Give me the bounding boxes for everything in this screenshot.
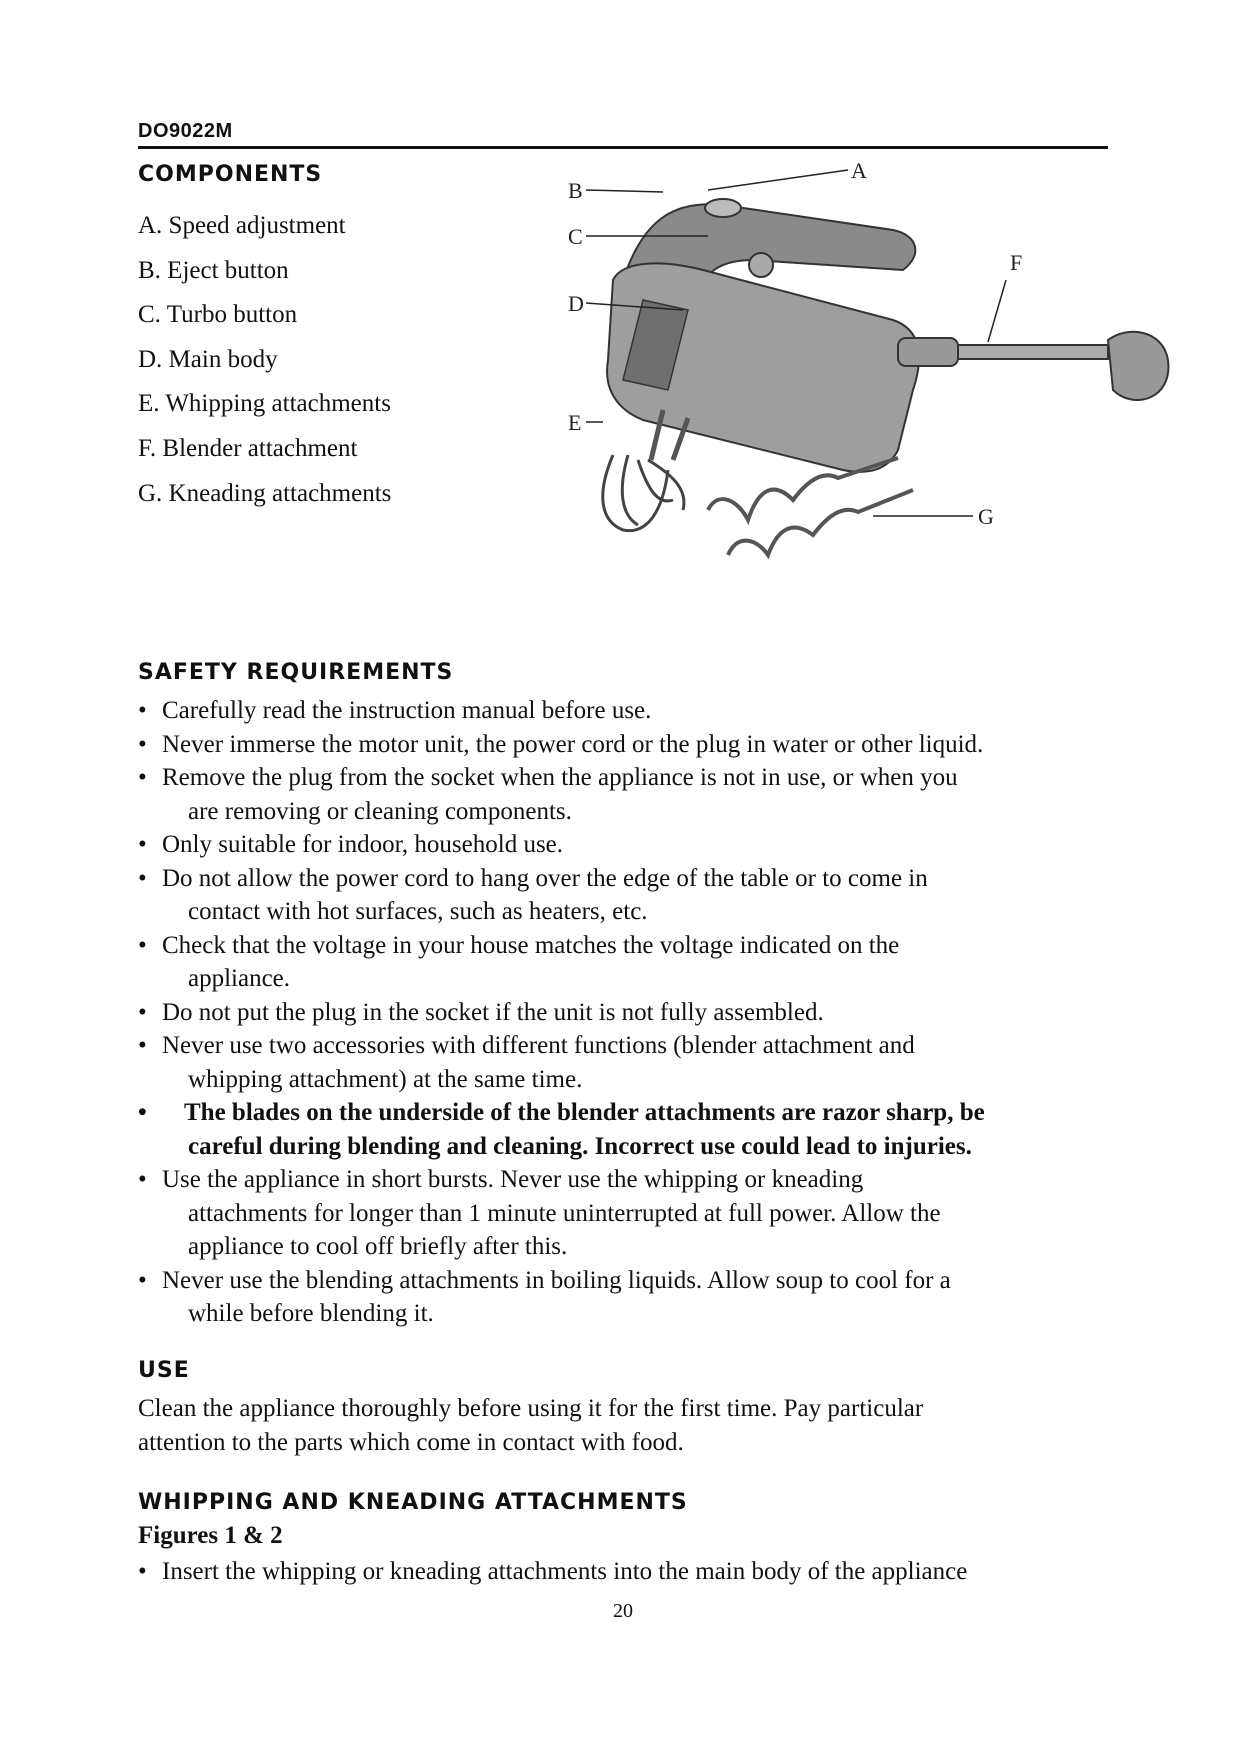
page-number: 20 (613, 1600, 633, 1622)
component-item: G. Kneading attachments (138, 479, 392, 507)
component-item: D. Main body (138, 345, 278, 373)
components-list (138, 204, 391, 516)
safety-item: • Never use two accessories with different functions (blender attachment and whipping attachment) at the same time. (138, 1032, 915, 1093)
blender-attachment (898, 332, 1168, 400)
callout-d: D (568, 291, 584, 316)
safety-item: • Only suitable for indoor, household use. (138, 831, 564, 858)
manual-page (138, 0, 1108, 1754)
safety-heading: SAFETY REQUIREMENTS (138, 660, 454, 685)
whipping-attachments (603, 455, 684, 531)
component-item: F. Blender attachment (138, 434, 358, 462)
safety-item: • Carefully read the instruction manual before use. (138, 697, 652, 724)
whipping-item: • Insert the whipping or kneading attachments into the main body of the appliance (138, 1558, 968, 1585)
safety-item: • Do not allow the power cord to hang over the edge of the table or to come in contact with hot surfaces, such as heaters, etc. (138, 864, 928, 925)
components-heading: COMPONENTS (138, 162, 323, 187)
callout-b: B (568, 178, 583, 203)
turbo-button (749, 253, 773, 277)
hand-mixer-diagram (473, 160, 1241, 630)
component-item: A. Speed adjustment (138, 212, 346, 239)
callout-g: G (978, 504, 994, 529)
safety-list (138, 694, 1108, 1331)
figures-reference: Figures 1 & 2 (138, 1522, 283, 1549)
safety-item: • Remove the plug from the socket when the appliance is not in use, or when you are removing or cleaning components. (138, 764, 958, 825)
whipping-heading: WHIPPING AND KNEADING ATTACHMENTS (138, 1490, 688, 1515)
safety-item: • Do not put the plug in the socket if the unit is not fully assembled. (138, 998, 824, 1026)
callout-c: C (568, 224, 583, 249)
component-item: C. Turbo button (138, 301, 298, 329)
safety-item: • Check that the voltage in your house matches the voltage indicated on the appliance. (138, 931, 900, 992)
callout-a: A (851, 160, 867, 183)
callout-f: F (1010, 250, 1023, 275)
use-paragraph: Clean the appliance thoroughly before using it for the first time. Pay particular attention to the parts which come in contact with food. (138, 1395, 924, 1456)
safety-item: • Never use the blending attachments in boiling liquids. Allow soup to cool for a while before blending it. (138, 1266, 951, 1327)
model-number: DO9022M (138, 120, 233, 142)
safety-item-warning: • The blades on the underside of the blender attachments are razor sharp, be careful during blending and cleaning. Incorrect use could lead to injuries. (138, 1099, 985, 1160)
speed-adjustment-button (705, 199, 741, 217)
header-rule (138, 146, 1108, 149)
safety-item: • Never immerse the motor unit, the power cord or the plug in water or other liquid. (138, 730, 984, 758)
use-heading: USE (138, 1358, 190, 1383)
component-item: B. Eject button (138, 256, 289, 284)
kneading-attachments (708, 458, 913, 555)
component-item: E. Whipping attachments (138, 390, 391, 418)
safety-item: • Use the appliance in short bursts. Never use the whipping or kneading attachments for longer than 1 minute uninterrupted at full power. Allow the appliance to cool off briefly after this. (138, 1166, 941, 1260)
callout-e: E (568, 410, 582, 435)
